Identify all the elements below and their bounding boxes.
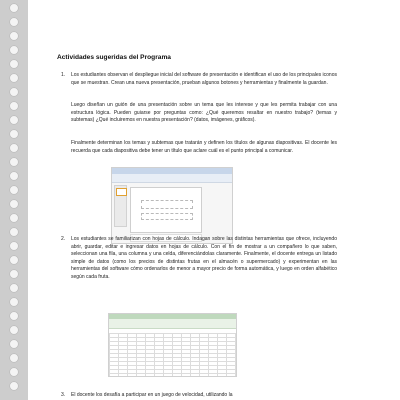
item-number: 2. xyxy=(61,236,66,242)
ribbon-toolbar xyxy=(112,174,232,183)
binder-hole xyxy=(9,87,19,97)
document-page xyxy=(55,0,385,400)
cell-grid xyxy=(109,333,236,376)
binder-hole xyxy=(9,255,19,265)
item-3-paragraph: El docente los desafía a participar en un juego de velocidad, utilizando la xyxy=(71,392,233,398)
binder-hole xyxy=(9,185,19,195)
ribbon-toolbar xyxy=(109,319,236,329)
binder-hole xyxy=(9,339,19,349)
subtitle-placeholder xyxy=(141,213,193,220)
slide-thumbnail-pane xyxy=(114,185,127,227)
item-2-paragraph: Los estudiantes se familiarizan con hojas de cálculo. Indagan sobre las distintas herramientas que ofrece, incluyendo abrir, guardar, editar e ingresar datos en hojas de cálculo. Con el fin de mostrar a un compañero lo que saben, seleccionan una fila, una columna y una celda, diferenciándolas claramente. Finalmente, el docente entrega un listado simple de datos (como los precios de distintas frutas en el almacén o supermercado) y experimentan en las herramientas del software cómo ordenarlos de menor a mayor precio de forma automática, y luego en orden alfabético según cada fruta. xyxy=(71,236,337,280)
binder-hole xyxy=(9,129,19,139)
binder-spine xyxy=(0,0,28,400)
binder-hole xyxy=(9,3,19,13)
item-1-paragraph: Finalmente determinan los temas y subtemas que tratarán y definen los títulos de algunas diapositivas. El docente les recuerda que cada diapositiva debe tener un título que aclare cuál es el punto principal a comunicar. xyxy=(71,140,337,154)
binder-hole xyxy=(9,213,19,223)
item-number: 3. xyxy=(61,392,66,398)
binder-hole xyxy=(9,17,19,27)
section-heading: Actividades sugeridas del Programa xyxy=(57,54,171,61)
binder-hole xyxy=(9,59,19,69)
binder-hole xyxy=(9,199,19,209)
item-number: 1. xyxy=(61,72,66,78)
binder-hole xyxy=(9,157,19,167)
title-placeholder xyxy=(141,200,193,209)
binder-hole xyxy=(9,311,19,321)
binder-hole xyxy=(9,45,19,55)
binder-hole xyxy=(9,353,19,363)
binder-hole xyxy=(9,143,19,153)
binder-hole xyxy=(9,241,19,251)
item-1-paragraph: Luego diseñan un guión de una presentación sobre un tema que les interese y que les permita trabajar con una estructura lógica. Pueden guiarse por preguntas como: ¿Qué queremos resaltar en nuestro trabajo? (temas y subtemas) ¿Qué incluiremos en nuestra presentación? (datos, imágenes, gráficos). xyxy=(71,102,337,124)
binder-hole xyxy=(9,31,19,41)
binder-hole xyxy=(9,367,19,377)
binder-hole xyxy=(9,297,19,307)
binder-hole xyxy=(9,101,19,111)
slide-canvas xyxy=(130,187,202,233)
presentation-software-screenshot xyxy=(111,167,233,244)
binder-hole xyxy=(9,325,19,335)
binder-hole xyxy=(9,283,19,293)
item-1-paragraph: Los estudiantes observan el despliegue inicial del software de presentación e identifican el uso de los principales iconos que se muestran. Crean una nueva presentación, prueban algunos botones y herramientas y finalmente la guardan. xyxy=(71,72,337,86)
binder-hole xyxy=(9,171,19,181)
binder-hole xyxy=(9,115,19,125)
binder-hole xyxy=(9,269,19,279)
binder-hole xyxy=(9,73,19,83)
binder-hole xyxy=(9,381,19,391)
binder-hole xyxy=(9,227,19,237)
spreadsheet-software-screenshot xyxy=(108,313,237,377)
slide-thumbnail xyxy=(116,188,127,196)
